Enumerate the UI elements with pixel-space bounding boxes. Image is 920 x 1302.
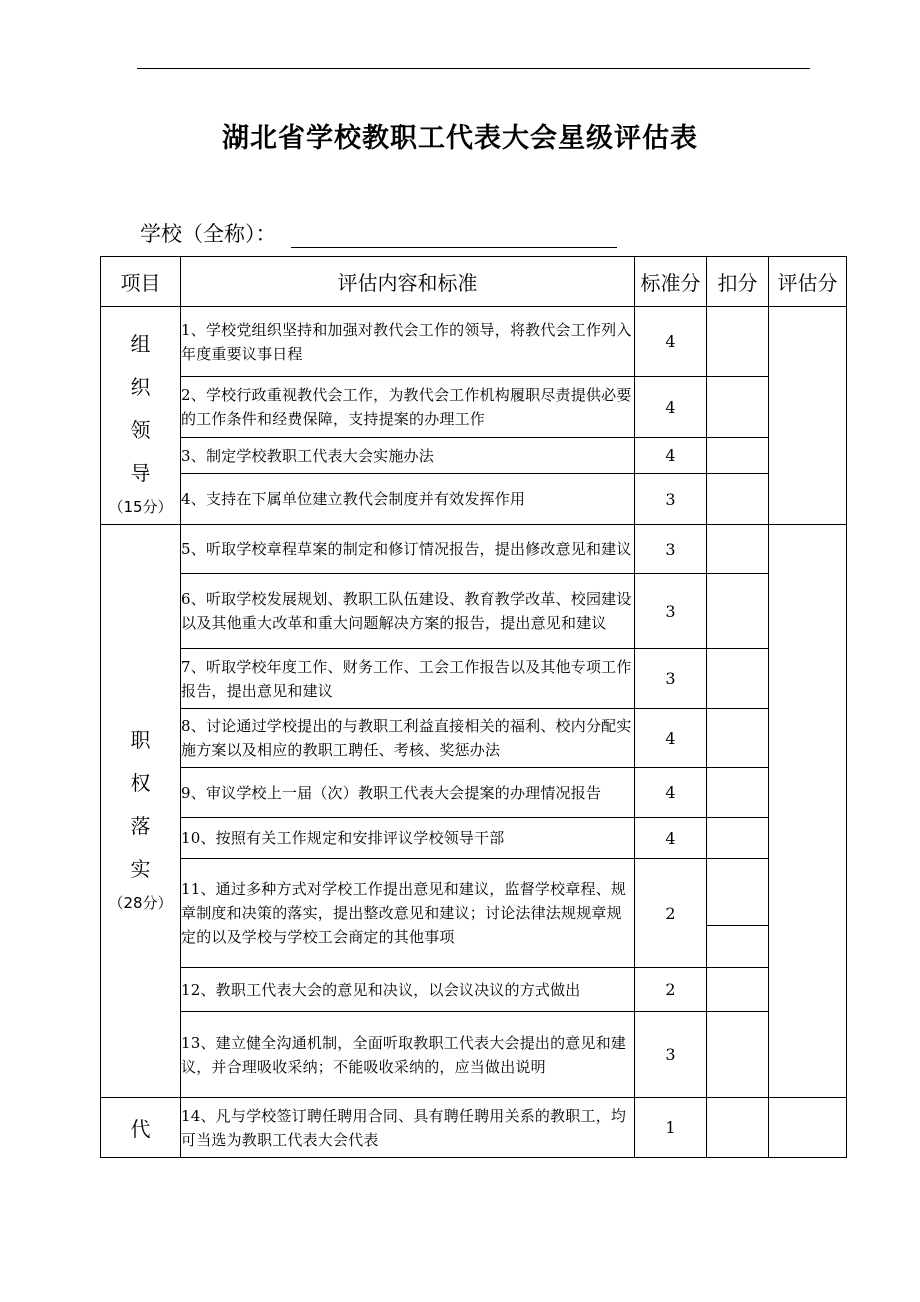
table-row <box>101 1098 847 1158</box>
item-standard-score: 3 <box>635 649 707 709</box>
category-points: （28分） <box>108 893 173 912</box>
table-row <box>101 438 847 474</box>
category-char: 组 <box>130 332 151 356</box>
item-text: 5、听取学校章程草案的制定和修订情况报告，提出修改意见和建议 <box>181 525 635 574</box>
item-standard-score: 3 <box>635 574 707 649</box>
category-organization-leadership <box>101 307 181 525</box>
category-char: 领 <box>130 418 151 442</box>
deduction-cell[interactable] <box>707 926 769 968</box>
header-rule <box>137 68 810 69</box>
deduction-cell[interactable] <box>707 818 769 859</box>
item-text: 2、学校行政重视教代会工作，为教代会工作机构履职尽责提供必要的工作条件和经费保障，支持提案的办理工作 <box>181 377 635 438</box>
item-standard-score: 3 <box>635 525 707 574</box>
deduction-cell[interactable] <box>707 1012 769 1098</box>
evaluation-score-cell[interactable] <box>769 307 847 525</box>
page-title: 湖北省学校教职工代表大会星级评估表 <box>222 123 698 154</box>
deduction-cell[interactable] <box>707 307 769 377</box>
item-text: 13、建立健全沟通机制，全面听取教职工代表大会提出的意见和建议，并合理吸收采纳；不能吸收采纳的，应当做出说明 <box>181 1012 635 1098</box>
item-text: 11、通过多种方式对学校工作提出意见和建议，监督学校章程、规章制度和决策的落实，提出整改意见和建议；讨论法律法规规章规定的以及学校与学校工会商定的其他事项 <box>181 859 635 968</box>
item-text: 12、教职工代表大会的意见和决议，以会议决议的方式做出 <box>181 968 635 1012</box>
table-row <box>101 709 847 768</box>
table-row <box>101 474 847 525</box>
item-text: 1、学校党组织坚持和加强对教代会工作的领导，将教代会工作列入年度重要议事日程 <box>181 307 635 377</box>
category-char: 导 <box>130 461 151 485</box>
item-text: 7、听取学校年度工作、财务工作、工会工作报告以及其他专项工作报告，提出意见和建议 <box>181 649 635 709</box>
header-evaluation-score: 评估分 <box>769 257 847 307</box>
item-standard-score: 1 <box>635 1098 707 1158</box>
evaluation-score-cell[interactable] <box>769 1098 847 1158</box>
table-row <box>101 377 847 438</box>
school-label: 学校（全称）： <box>140 222 277 246</box>
table-row <box>101 1012 847 1098</box>
school-name-field[interactable] <box>291 221 617 248</box>
item-text: 3、制定学校教职工代表大会实施办法 <box>181 438 635 474</box>
table-row <box>101 768 847 818</box>
item-standard-score: 4 <box>635 818 707 859</box>
evaluation-score-cell[interactable] <box>769 525 847 1098</box>
deduction-cell[interactable] <box>707 768 769 818</box>
item-standard-score: 4 <box>635 377 707 438</box>
school-name-line <box>140 218 617 248</box>
deduction-cell[interactable] <box>707 474 769 525</box>
item-text: 8、讨论通过学校提出的与教职工利益直接相关的福利、校内分配实施方案以及相应的教职工聘任、考核、奖惩办法 <box>181 709 635 768</box>
table-row <box>101 574 847 649</box>
item-standard-score: 4 <box>635 709 707 768</box>
item-standard-score: 3 <box>635 474 707 525</box>
deduction-cell[interactable] <box>707 438 769 474</box>
item-standard-score: 3 <box>635 1012 707 1098</box>
category-points: （15分） <box>108 498 173 516</box>
item-standard-score: 4 <box>635 307 707 377</box>
deduction-cell[interactable] <box>707 968 769 1012</box>
category-char: 职 <box>130 727 151 752</box>
item-standard-score: 2 <box>635 859 707 968</box>
item-text: 10、按照有关工作规定和安排评议学校领导干部 <box>181 818 635 859</box>
header-item: 项目 <box>101 257 181 307</box>
category-char: 权 <box>130 770 151 795</box>
table-row <box>101 968 847 1012</box>
table-row <box>101 307 847 377</box>
deduction-cell[interactable] <box>707 525 769 574</box>
item-text: 4、支持在下属单位建立教代会制度并有效发挥作用 <box>181 474 635 525</box>
deduction-cell[interactable] <box>707 649 769 709</box>
deduction-cell[interactable] <box>707 377 769 438</box>
header-deduction: 扣分 <box>707 257 769 307</box>
item-text: 14、凡与学校签订聘任聘用合同、具有聘任聘用关系的教职工，均可当选为教职工代表大会代表 <box>181 1098 635 1158</box>
deduction-cell[interactable] <box>707 574 769 649</box>
evaluation-table <box>100 256 847 1158</box>
table-row <box>101 818 847 859</box>
table-row <box>101 859 847 926</box>
category-char: 落 <box>130 813 151 838</box>
table-row <box>101 649 847 709</box>
category-representatives <box>101 1098 181 1158</box>
item-standard-score: 4 <box>635 438 707 474</box>
header-content: 评估内容和标准 <box>181 257 635 307</box>
category-char: 代 <box>130 1117 151 1141</box>
item-text: 9、审议学校上一届（次）教职工代表大会提案的办理情况报告 <box>181 768 635 818</box>
item-standard-score: 4 <box>635 768 707 818</box>
table-row <box>101 525 847 574</box>
category-char: 实 <box>130 856 151 881</box>
category-char: 织 <box>130 375 151 399</box>
table-header-row <box>101 257 847 307</box>
item-text: 6、听取学校发展规划、教职工队伍建设、教育教学改革、校园建设以及其他重大改革和重大问题解决方案的报告，提出意见和建议 <box>181 574 635 649</box>
deduction-cell[interactable] <box>707 859 769 926</box>
deduction-cell[interactable] <box>707 709 769 768</box>
deduction-cell[interactable] <box>707 1098 769 1158</box>
category-rights-implementation <box>101 525 181 1098</box>
item-standard-score: 2 <box>635 968 707 1012</box>
header-standard-score: 标准分 <box>635 257 707 307</box>
